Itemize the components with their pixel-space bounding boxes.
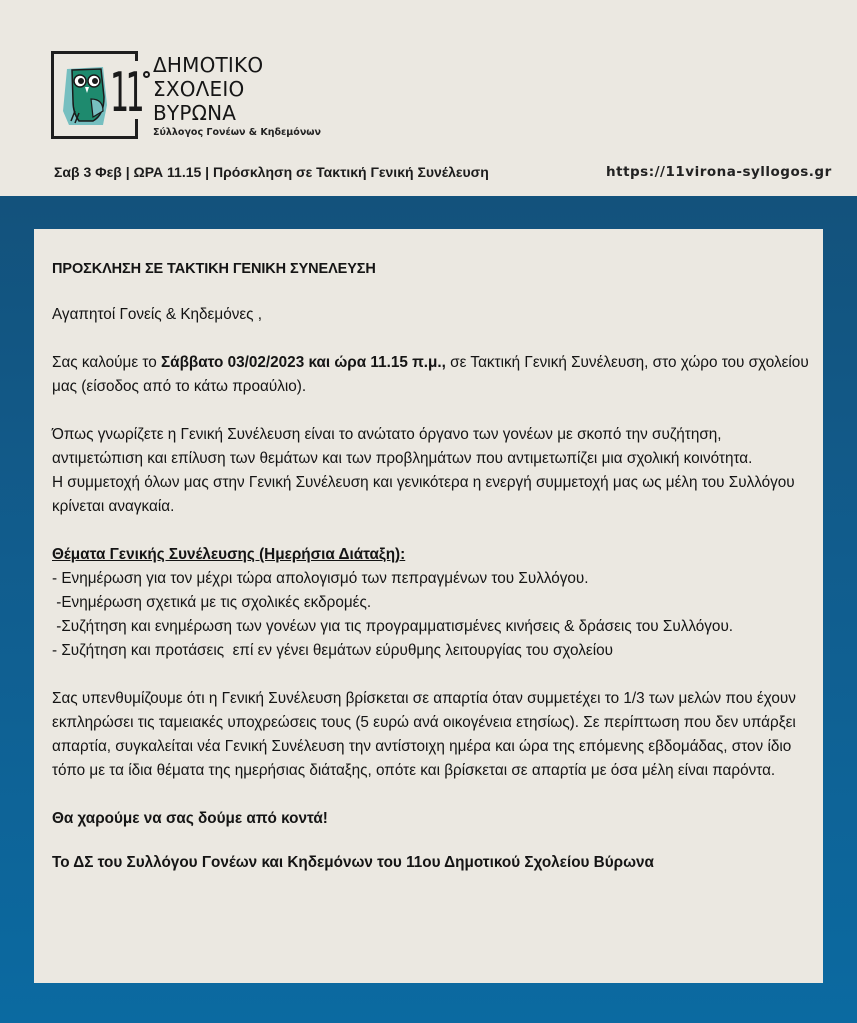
letter-title: ΠΡΟΣΚΛΗΣΗ ΣΕ ΤΑΚΤΙΚΗ ΓΕΝΙΚΗ ΣΥΝΕΛΕΥΣΗ (52, 261, 376, 277)
logo-frame-top (51, 51, 138, 54)
degree-symbol (143, 71, 150, 78)
participation-paragraph: Η συμμετοχή όλων μας στην Γενική Συνέλευση και γενικότερα η ενεργή συμμετοχή μας ως μέλη του Συλλόγου κρίνεται αναγκαία. (52, 474, 795, 515)
greeting: Αγαπητοί Γονείς & Κηδεμόνες , (52, 306, 263, 323)
school-logo (51, 51, 341, 143)
logo-frame-right-top (135, 51, 138, 61)
invitation-date-time: Σάββατο 03/02/2023 και ώρα 11.15 π.μ., (160, 354, 446, 371)
header (0, 0, 857, 196)
agenda-heading: Θέματα Γενικής Συνέλευσης (Ημερήσια Διάταξη): (52, 546, 406, 563)
purpose-paragraph: Όπως γνωρίζετε η Γενική Συνέλευση είναι το ανώτατο όργανο των γονέων με σκοπό την συζήτηση, αντιμετώπιση και επίλυση των θεμάτων και των προβλημάτων που αντιμετωπίζει μια σχολική κοινότητα. (52, 426, 753, 467)
letter-card (34, 229, 823, 983)
invitation-paragraph (52, 351, 812, 399)
agenda-item: - Ενημέρωση για τον μέχρι τώρα απολογισμό των πεπραγμένων του Συλλόγου. (52, 570, 589, 587)
school-name (153, 53, 263, 125)
website-link[interactable]: https://11virona-syllogos.gr (606, 164, 832, 180)
school-name-line-3: ΒΥΡΩΝΑ (153, 101, 237, 125)
logo-frame-left (51, 51, 54, 139)
event-info-bar: Σαβ 3 Φεβ | ΩΡΑ 11.15 | Πρόσκληση σε Τακτική Γενική Συνέλευση (54, 164, 489, 180)
invitation-location: σε Τακτική Γενική Συνέλευση, στο χώρο του σχολείου μας (είσοδος από το κάτω προαύλιο). (52, 354, 809, 395)
quorum-paragraph: Σας υπενθυμίζουμε ότι η Γενική Συνέλευση βρίσκεται σε απαρτία όταν συμμετέχει το 1/3 των μελών που έχουν εκπληρώσει τις ταμειακές υποχρεώσεις τους (5 ευρώ ανά οικογένεια ετησίως). Σε περίπτωση που δεν υπάρξει απαρτία, συγκαλείται νέα Γενική Συνέλευση την αντίστοιχη ημέρα και ώρα της επόμενης εβδομάδας, στον ίδιο τόπο με τα ίδια θέματα της ημερήσιας διάταξης, οπότε και βρίσκεται σε απαρτία με όσα μέλη είναι παρόντα. (52, 690, 796, 779)
school-name-line-2: ΣΧΟΛΕΙΟ (153, 77, 245, 101)
signature: Το ΔΣ του Συλλόγου Γονέων και Κηδεμόνων του 11ου Δημοτικού Σχολείου Βύρωνα (52, 854, 654, 871)
closing-line: Θα χαρούμε να σας δούμε από κοντά! (52, 810, 328, 827)
school-name-line-1: ΔΗΜΟΤΙΚΟ (153, 53, 264, 77)
agenda-item: -Ενημέρωση σχετικά με τις σχολικές εκδρομές. (52, 594, 372, 611)
logo-number: 11 (110, 61, 141, 124)
agenda-item: - Συζήτηση και προτάσεις επί εν γένει θεμάτων εύρυθμης λειτουργίας του σχολείου (52, 642, 614, 659)
agenda-item: -Συζήτηση και ενημέρωση των γονέων για τις προγραμματισμένες κινήσεις & δράσεις του Συλλόγου. (52, 618, 734, 635)
letter-content (52, 257, 812, 875)
owl-icon (63, 65, 111, 127)
logo-frame-bottom (51, 136, 138, 139)
invitation-lead: Σας καλούμε το (52, 354, 161, 371)
logo-subtitle: Σύλλογος Γονέων & Κηδεμόνων (153, 127, 322, 138)
